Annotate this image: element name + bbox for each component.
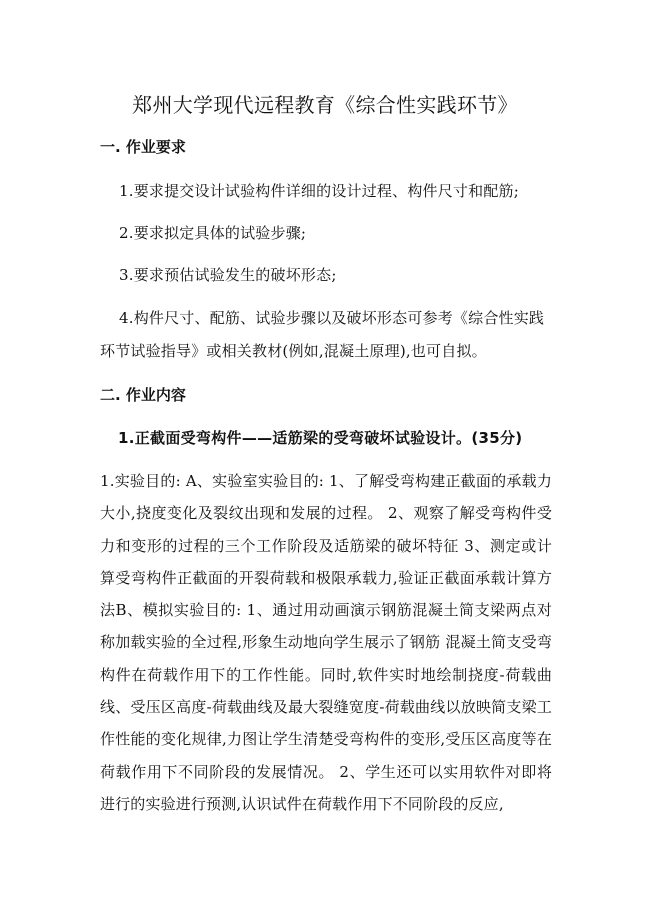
document-title: 郑州大学现代远程教育《综合性实践环节》 (132, 93, 518, 117)
requirement-item-4: 4.构件尺寸、配筋、试验步骤以及破坏形态可参考《综合性实践环节试验指导》或相关教材(例如,混凝土原理),也可自拟。 (100, 309, 545, 360)
requirement-item-1: 1.要求提交设计试验构件详细的设计过程、构件尺寸和配筋; (119, 182, 519, 200)
experiment-purpose-paragraph: 1.实验目的: A、实验室实验目的: 1、了解受弯构建正截面的承载力大小,挠度变化及裂纹出现和发展的过程。 2、观察了解受弯构件受力和变形的过程的三个工作阶段及适筋梁的破坏特征 3、测定或计算受弯构件正截面的开裂荷载和极限承载力,验证正截面承载计算方法B、模拟实验目的: 1、通过用动画演示钢筋混凝土简支梁两点对称加载实验的全过程,形象生动地向学生展示了钢筋 混凝土简支受弯构件在荷载作用下的工作性能。同时,软件实时地绘制挠度-荷载曲线、受压区高度-荷载曲线及最大裂缝宽度-荷载曲线以放映简支梁工作性能的变化规律,力图让学生清楚受弯构件的变形,受压区高度等在荷载作用下不同阶段的发展情况。 2、学生还可以实用软件对即将进行的实验进行预测,认识试件在荷载作用下不同阶段的反应, (100, 472, 552, 813)
section2-heading: 二. 作业内容 (100, 386, 186, 404)
section1-heading: 一. 作业要求 (100, 138, 186, 156)
section2-subheading: 1.正截面受弯构件——适筋梁的受弯破坏试验设计。(35分) (118, 429, 523, 447)
requirement-item-2: 2.要求拟定具体的试验步骤; (119, 224, 307, 242)
requirement-item-3: 3.要求预估试验发生的破坏形态; (119, 266, 337, 284)
